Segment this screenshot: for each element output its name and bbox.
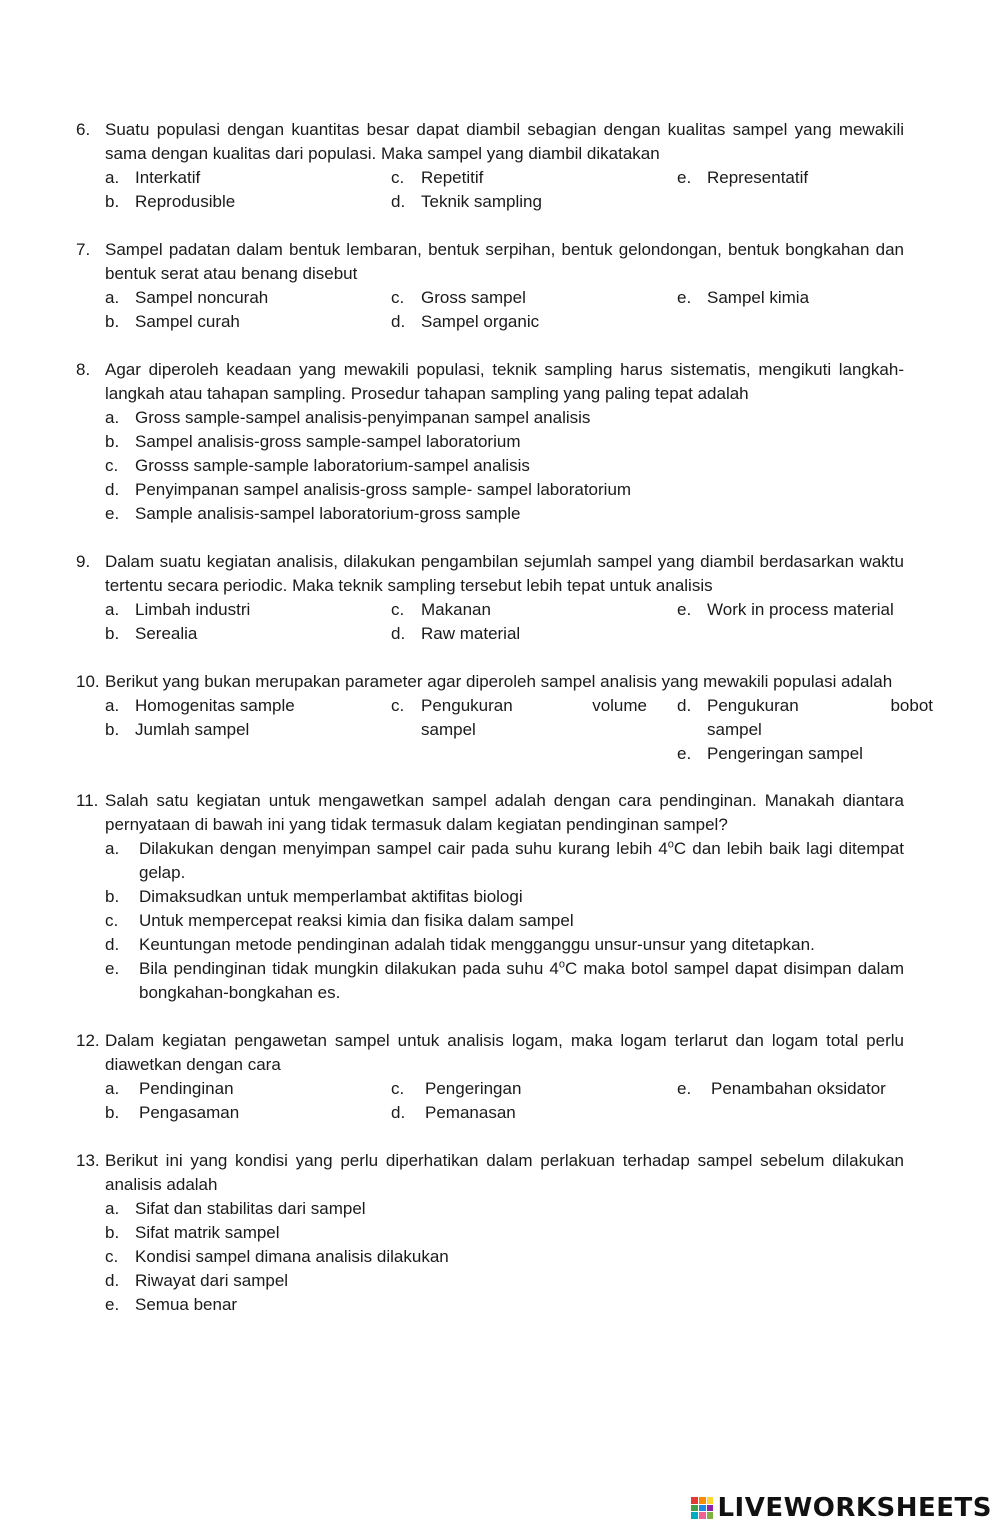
option-e[interactable]: e. Sample analisis-sampel laboratorium-gross sample — [105, 504, 521, 523]
option-b[interactable]: b. Reprodusible — [105, 192, 236, 211]
option-a[interactable]: a. Dilakukan dengan menyimpan sampel cair pada suhu kurang lebih 4$^o$C dan lebih baik lagi ditempat gelap. — [105, 838, 904, 882]
option-c[interactable]: c. Repetitif — [391, 168, 484, 187]
question-stem: Berikut ini yang kondisi yang perlu diperhatikan dalam perlakuan terhadap sampel sebelum dilakukan analisis adalah — [105, 1151, 904, 1194]
question-stem: Dalam suatu kegiatan analisis, dilakukan pengambilan sejumlah sampel yang diambil berdasarkan waktu tertentu secara periodic. Maka teknik sampling tersebut lebih tepat untuk analisis — [105, 552, 904, 595]
option-b[interactable]: b. Jumlah sampel — [105, 720, 250, 739]
question-number: 7. — [76, 240, 91, 259]
option-d[interactable]: d. Sampel organic — [391, 312, 540, 331]
option-c[interactable]: c. Untuk mempercepat reaksi kimia dan fisika dalam sampel — [105, 911, 574, 930]
question-number: 10. — [76, 672, 100, 691]
option-a[interactable]: a. Sampel noncurah — [105, 288, 269, 307]
option-d[interactable]: d. Pemanasan — [391, 1103, 516, 1122]
question-9 — [76, 550, 904, 646]
option-e[interactable]: e. Penambahan oksidator — [677, 1079, 886, 1098]
option-e[interactable]: e. Work in process material — [677, 600, 894, 619]
logo-square — [691, 1512, 698, 1519]
question-stem: Suatu populasi dengan kuantitas besar dapat diambil sebagian dengan kualitas sampel yang mewakili sama dengan kualitas dari populasi. Maka sampel yang diambil dikatakan — [105, 120, 904, 163]
question-6 — [76, 118, 904, 214]
option-a[interactable]: a. Interkatif — [105, 168, 201, 187]
logo-square — [699, 1497, 706, 1504]
option-e[interactable]: e. Bila pendinginan tidak mungkin dilakukan pada suhu 4$^o$C maka botol sampel dapat disimpan dalam bongkahan-bongkahan es. — [105, 958, 904, 1002]
question-number: 9. — [76, 552, 91, 571]
option-a[interactable]: a. Pendinginan — [105, 1079, 234, 1098]
question-11 — [76, 789, 904, 1005]
option-b[interactable]: b. Sampel analisis-gross sample-sampel laboratorium — [105, 432, 521, 451]
option-a[interactable]: a. Homogenitas sample — [105, 696, 295, 715]
option-a[interactable]: a. Sifat dan stabilitas dari sampel — [105, 1199, 366, 1218]
question-stem: Salah satu kegiatan untuk mengawetkan sampel adalah dengan cara pendinginan. Manakah diantara pernyataan di bawah ini yang tidak termasuk dalam kegiatan pendinginan sampel? — [105, 791, 904, 834]
logo-square — [691, 1505, 698, 1512]
question-12 — [76, 1029, 904, 1125]
option-a[interactable]: a. Gross sample-sampel analisis-penyimpanan sampel analisis — [105, 408, 591, 427]
option-b[interactable]: b. Serealia — [105, 624, 198, 643]
question-stem: Berikut yang bukan merupakan parameter agar diperoleh sampel analisis yang mewakili populasi adalah — [105, 672, 893, 691]
question-8 — [76, 358, 904, 526]
question-13 — [76, 1149, 904, 1317]
option-c[interactable]: c. Grosss sample-sample laboratorium-sampel analisis — [105, 456, 530, 475]
option-c[interactable]: c. Gross sampel — [391, 288, 526, 307]
option-b[interactable]: b. Pengasaman — [105, 1103, 240, 1122]
question-number: 11. — [76, 791, 99, 810]
logo-square — [707, 1497, 714, 1504]
option-d[interactable]: d. Raw material — [391, 624, 521, 643]
option-e[interactable]: e. Semua benar — [105, 1295, 238, 1314]
question-stem: Sampel padatan dalam bentuk lembaran, bentuk serpihan, bentuk gelondongan, bentuk bongkahan dan bentuk serat atau benang disebut — [105, 240, 904, 283]
option-c[interactable]: c. Makanan — [391, 600, 491, 619]
option-d[interactable]: d. Pengukuran bobot sampel — [677, 696, 933, 739]
logo-square — [707, 1505, 714, 1512]
question-number: 6. — [76, 120, 91, 139]
logo-square — [691, 1497, 698, 1504]
option-d[interactable]: d. Teknik sampling — [391, 192, 542, 211]
question-7 — [76, 238, 904, 334]
option-d[interactable]: d. Penyimpanan sampel analisis-gross sample- sampel laboratorium — [105, 480, 632, 499]
liveworksheets-logo[interactable] — [691, 1493, 992, 1523]
option-b[interactable]: b. Sampel curah — [105, 312, 240, 331]
option-e[interactable]: e. Representatif — [677, 168, 809, 187]
liveworksheets-icon — [691, 1497, 713, 1519]
option-c[interactable]: c. Pengukuran volume sampel — [391, 696, 647, 739]
option-b[interactable]: b. Sifat matrik sampel — [105, 1223, 280, 1242]
logo-square — [699, 1512, 706, 1519]
option-c[interactable]: c. Pengeringan — [391, 1079, 522, 1098]
option-c[interactable]: c. Kondisi sampel dimana analisis dilakukan — [105, 1247, 449, 1266]
option-b[interactable]: b. Dimaksudkan untuk memperlambat aktifitas biologi — [105, 887, 523, 906]
question-number: 13. — [76, 1151, 100, 1170]
liveworksheets-wordmark: LIVEWORKSHEETS — [717, 1493, 992, 1523]
question-number: 8. — [76, 360, 91, 379]
option-a[interactable]: a. Limbah industri — [105, 600, 251, 619]
option-e[interactable]: e. Pengeringan sampel — [677, 744, 863, 763]
question-number: 12. — [76, 1031, 100, 1050]
option-d[interactable]: d. Keuntungan metode pendinginan adalah tidak mengganggu unsur-unsur yang ditetapkan. — [105, 935, 815, 954]
option-d[interactable]: d. Riwayat dari sampel — [105, 1271, 289, 1290]
option-e[interactable]: e. Sampel kimia — [677, 288, 810, 307]
logo-square — [699, 1505, 706, 1512]
question-stem: Dalam kegiatan pengawetan sampel untuk analisis logam, maka logam terlarut dan logam total perlu diawetkan dengan cara — [105, 1031, 904, 1074]
question-stem: Agar diperoleh keadaan yang mewakili populasi, teknik sampling harus sistematis, mengikuti langkah-langkah atau tahapan sampling. Prosedur tahapan sampling yang paling tepat adalah — [105, 360, 904, 403]
logo-square — [707, 1512, 714, 1519]
question-10 — [76, 670, 933, 766]
